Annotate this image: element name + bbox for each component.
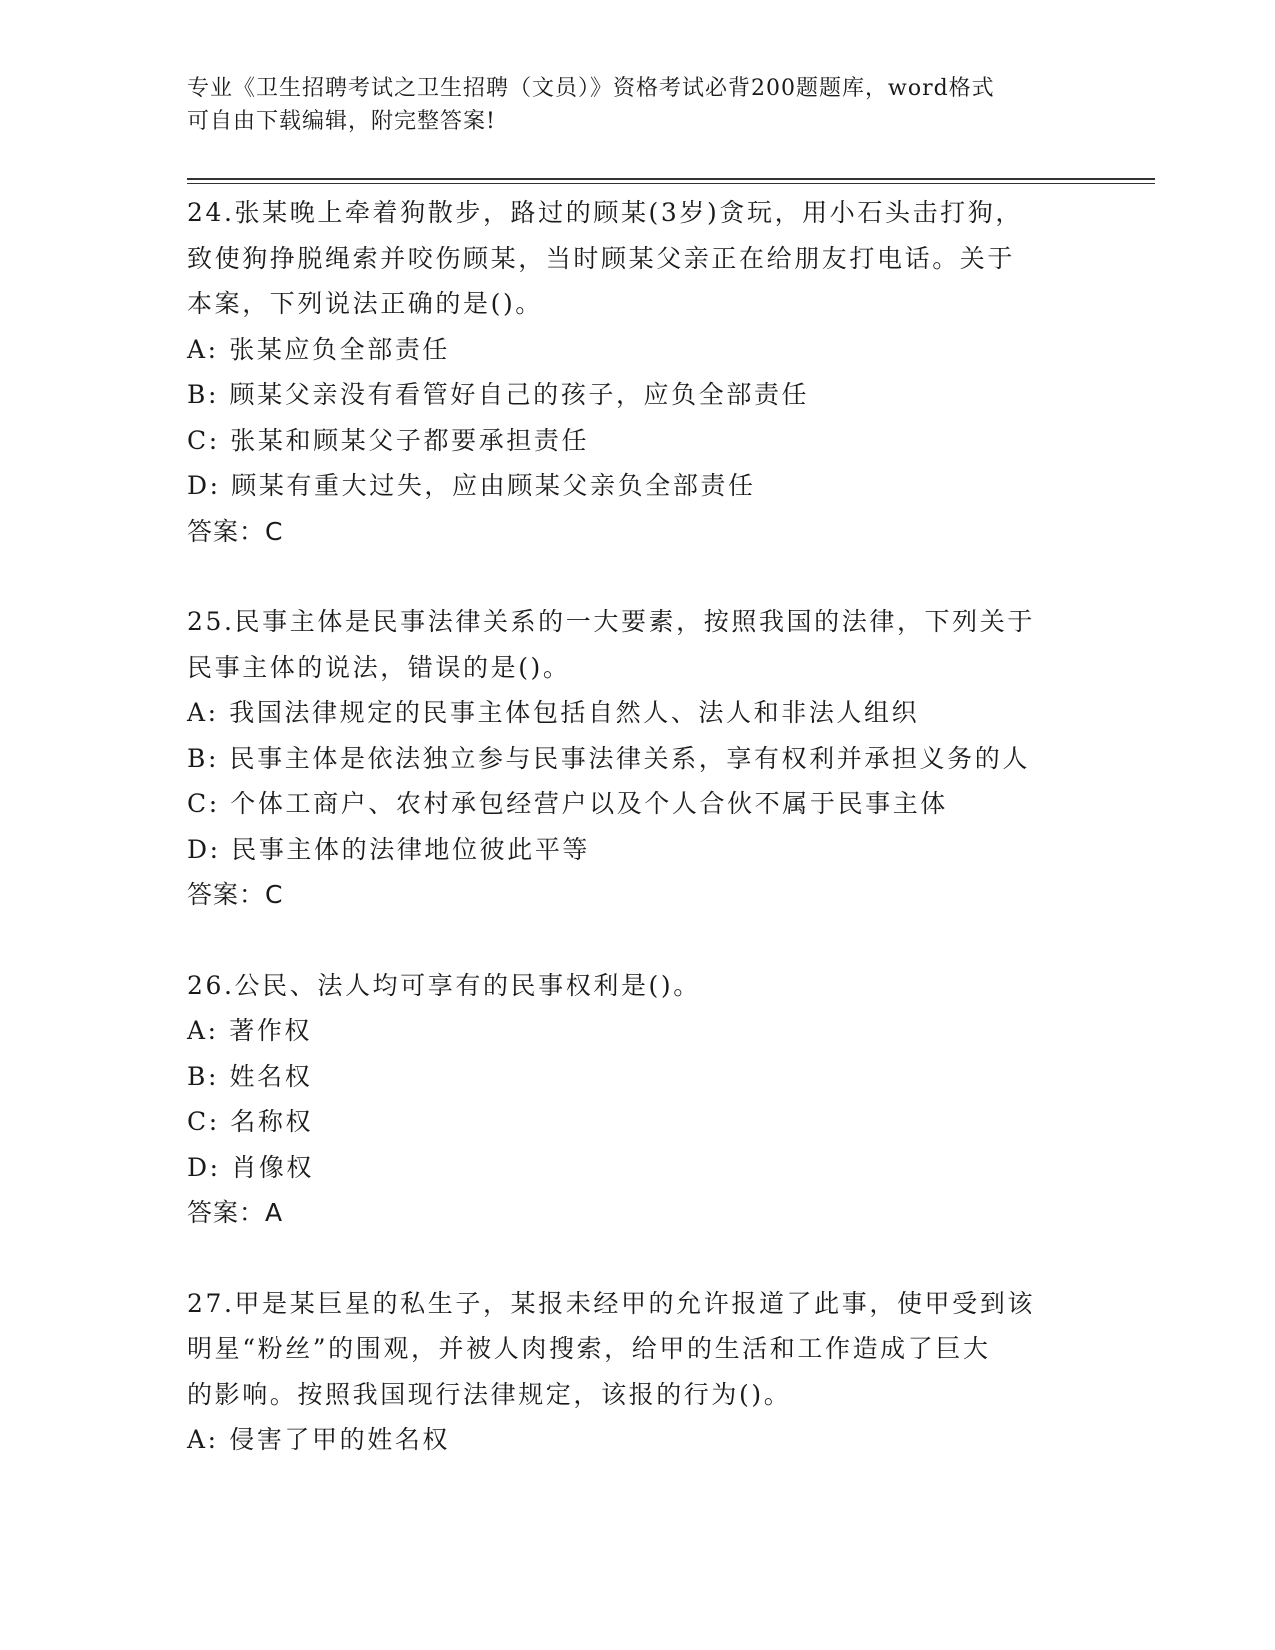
header-line-1: 专业《卫生招聘考试之卫生招聘（文员）》资格考试必背200题题库，word格式 [187,76,995,101]
answer-label: 答案：C [187,880,284,909]
question-26 [187,963,1087,1236]
option-d: D: 民事主体的法律地位彼此平等 [187,834,591,864]
question-list [187,190,1087,1508]
question-stem-line: 25.民事主体是民事法律关系的一大要素，按照我国的法律，下列关于 [187,607,1035,636]
question-27 [187,1281,1087,1463]
question-stem-line: 明星“粉丝”的围观，并被人肉搜索，给甲的生活和工作造成了巨大 [187,1334,991,1363]
header-divider-thick [187,178,1155,180]
question-stem-line: 26.公民、法人均可享有的民事权利是()。 [187,970,701,1000]
question-stem-line: 24.张某晚上牵着狗散步，路过的顾某(3岁)贪玩，用小石头击打狗， [187,198,1023,227]
header-divider-thin [187,183,1155,184]
question-stem-line: 27.甲是某巨星的私生子，某报未经甲的允许报道了此事，使甲受到该 [187,1288,1035,1318]
option-d: D: 肖像权 [187,1152,315,1182]
question-stem-line: 的影响。按照我国现行法律规定，该报的行为()。 [187,1379,792,1409]
answer-label: 答案：A [187,1198,284,1227]
option-c: C: 名称权 [187,1107,314,1136]
option-c: C: 个体工商户、农村承包经营户以及个人合伙不属于民事主体 [187,789,948,818]
option-a: A: 侵害了甲的姓名权 [187,1425,451,1454]
option-b: B: 顾某父亲没有看管好自己的孩子，应负全部责任 [187,380,810,409]
option-c: C: 张某和顾某父子都要承担责任 [187,425,590,455]
question-25 [187,599,1087,918]
answer-label: 答案：C [187,516,284,546]
option-b: B: 姓名权 [187,1061,313,1091]
question-stem-line: 民事主体的说法，错误的是()。 [187,652,571,682]
option-d: D: 顾某有重大过失，应由顾某父亲负全部责任 [187,471,756,500]
question-stem-line: 致使狗挣脱绳索并咬伤顾某，当时顾某父亲正在给朋友打电话。关于 [187,243,1016,273]
header-line-2: 可自由下载编辑，附完整答案! [187,109,496,134]
document-header [187,72,1067,138]
option-a: A: 张某应负全部责任 [187,334,451,364]
question-24 [187,190,1087,554]
option-b: B: 民事主体是依法独立参与民事法律关系，享有权利并承担义务的人 [187,743,1030,773]
question-stem-line: 本案，下列说法正确的是()。 [187,289,543,318]
option-a: A: 我国法律规定的民事主体包括自然人、法人和非法人组织 [187,698,920,727]
option-a: A: 著作权 [187,1016,313,1045]
